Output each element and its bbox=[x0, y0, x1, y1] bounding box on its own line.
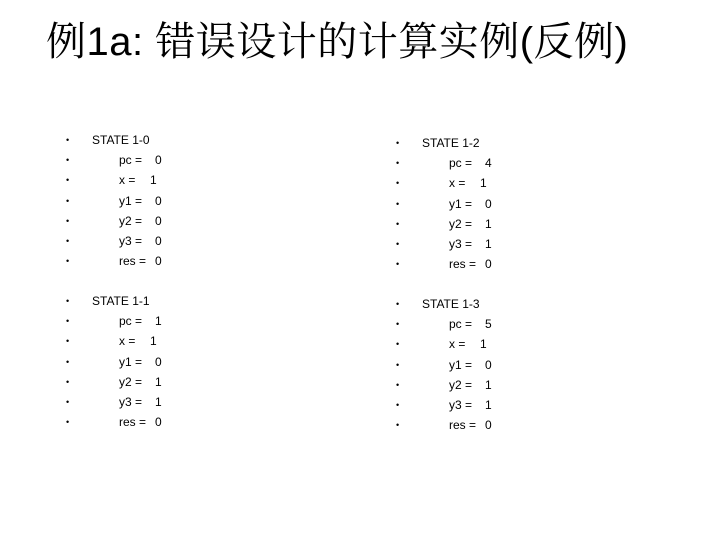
variable-name: res = bbox=[449, 418, 477, 433]
variable-name: res = bbox=[449, 257, 477, 272]
variable-value: 1 bbox=[485, 216, 492, 231]
variable-value: 1 bbox=[150, 334, 157, 349]
variable-name: pc = bbox=[449, 156, 473, 171]
bullet-icon: • bbox=[396, 399, 400, 410]
variable-value: 1 bbox=[155, 314, 162, 329]
bullet-icon: • bbox=[66, 135, 70, 145]
variable-name: y2 = bbox=[449, 216, 473, 231]
bullet-icon: • bbox=[66, 296, 70, 306]
variable-name: pc = bbox=[119, 153, 143, 168]
variable-value: 0 bbox=[155, 233, 162, 248]
bullet-icon: • bbox=[66, 417, 70, 428]
variable-name: y1 = bbox=[449, 196, 473, 211]
variable-name: res = bbox=[119, 415, 147, 430]
state-heading: STATE 1-3 bbox=[422, 297, 480, 311]
variable-value: 5 bbox=[485, 317, 492, 332]
variable-value: 0 bbox=[155, 354, 162, 369]
bullet-icon: • bbox=[66, 175, 70, 186]
variable-name: x = bbox=[119, 173, 136, 188]
variable-name: y2 = bbox=[119, 213, 143, 228]
variable-name: res = bbox=[119, 254, 147, 269]
variable-name: x = bbox=[119, 334, 136, 349]
variable-value: 0 bbox=[485, 257, 492, 272]
bullet-icon: • bbox=[66, 195, 70, 206]
bullet-icon: • bbox=[396, 379, 400, 390]
slide-title: 例1a: 错误设计的计算实例(反例) bbox=[46, 20, 629, 64]
variable-value: 0 bbox=[155, 153, 162, 168]
bullet-icon: • bbox=[396, 238, 400, 249]
variable-name: x = bbox=[449, 337, 466, 352]
variable-value: 1 bbox=[485, 397, 492, 412]
bullet-icon: • bbox=[66, 215, 70, 226]
variable-name: y1 = bbox=[119, 193, 143, 208]
bullet-icon: • bbox=[66, 256, 70, 267]
bullet-icon: • bbox=[66, 155, 70, 166]
bullet-icon: • bbox=[396, 158, 400, 169]
variable-name: y2 = bbox=[119, 374, 143, 389]
variable-name: y3 = bbox=[449, 236, 473, 251]
state-heading: STATE 1-2 bbox=[422, 136, 480, 150]
bullet-icon: • bbox=[396, 420, 400, 431]
bullet-icon: • bbox=[396, 198, 400, 209]
bullet-icon: • bbox=[396, 299, 400, 309]
bullet-icon: • bbox=[396, 138, 400, 148]
bullet-icon: • bbox=[66, 396, 70, 407]
variable-name: y1 = bbox=[449, 357, 473, 372]
state-heading: STATE 1-0 bbox=[92, 133, 150, 147]
variable-value: 0 bbox=[155, 193, 162, 208]
variable-value: 1 bbox=[155, 394, 162, 409]
bullet-icon: • bbox=[66, 235, 70, 246]
bullet-icon: • bbox=[396, 178, 400, 189]
variable-value: 0 bbox=[485, 357, 492, 372]
variable-value: 1 bbox=[150, 173, 157, 188]
variable-name: pc = bbox=[449, 317, 473, 332]
variable-name: y1 = bbox=[119, 354, 143, 369]
bullet-icon: • bbox=[396, 339, 400, 350]
bullet-icon: • bbox=[396, 359, 400, 370]
variable-value: 1 bbox=[155, 374, 162, 389]
bullet-icon: • bbox=[396, 319, 400, 330]
variable-value: 0 bbox=[155, 415, 162, 430]
variable-value: 4 bbox=[485, 156, 492, 171]
variable-value: 0 bbox=[155, 213, 162, 228]
bullet-icon: • bbox=[66, 376, 70, 387]
variable-name: y3 = bbox=[119, 394, 143, 409]
variable-value: 0 bbox=[485, 418, 492, 433]
variable-name: y2 = bbox=[449, 377, 473, 392]
variable-value: 1 bbox=[480, 337, 487, 352]
variable-name: y3 = bbox=[449, 397, 473, 412]
variable-value: 1 bbox=[485, 377, 492, 392]
bullet-icon: • bbox=[396, 259, 400, 270]
variable-name: x = bbox=[449, 176, 466, 191]
variable-value: 0 bbox=[485, 196, 492, 211]
bullet-icon: • bbox=[66, 316, 70, 327]
variable-name: pc = bbox=[119, 314, 143, 329]
bullet-icon: • bbox=[396, 218, 400, 229]
bullet-icon: • bbox=[66, 336, 70, 347]
variable-value: 1 bbox=[480, 176, 487, 191]
variable-value: 1 bbox=[485, 236, 492, 251]
bullet-icon: • bbox=[66, 356, 70, 367]
state-heading: STATE 1-1 bbox=[92, 294, 150, 308]
variable-name: y3 = bbox=[119, 233, 143, 248]
variable-value: 0 bbox=[155, 254, 162, 269]
